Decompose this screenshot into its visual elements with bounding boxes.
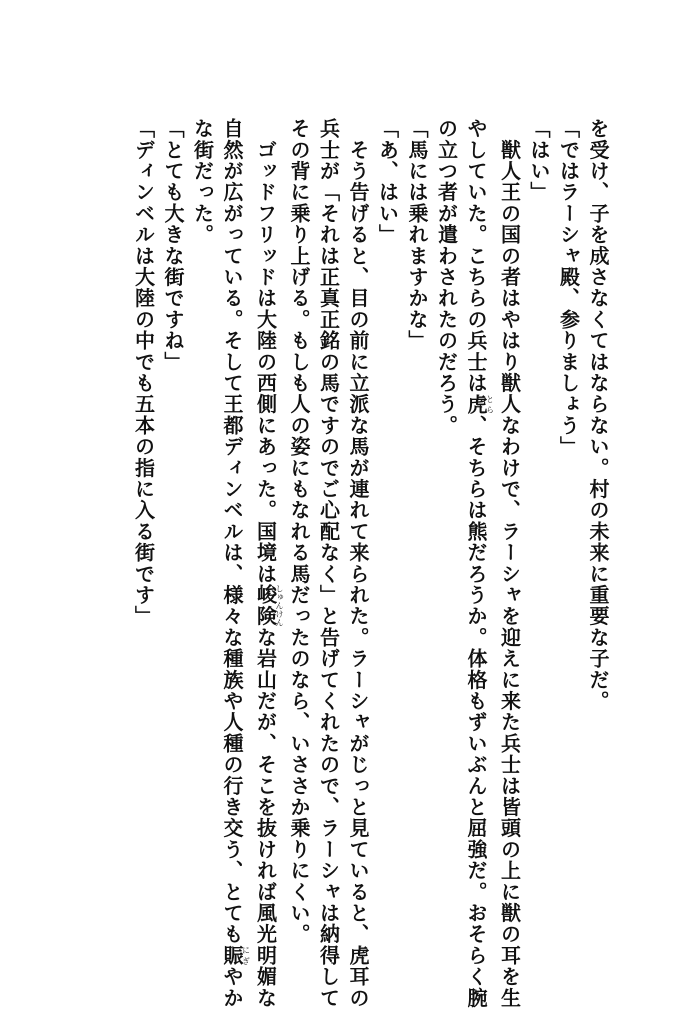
text-line-8: 「あ、はい」 bbox=[375, 118, 400, 246]
ruby-nigi bbox=[220, 944, 251, 967]
text-line-15: 「とても大きな街ですね」 bbox=[161, 118, 185, 373]
ruby-shunken-base: 峻険 bbox=[253, 584, 278, 627]
ruby-tora bbox=[464, 393, 495, 415]
text-line-14: な街だった。 bbox=[190, 118, 215, 246]
text-line-5 bbox=[461, 118, 495, 1009]
text-line-5-part-b: 、そちらは熊だろうか。体格もずいぶんと屈強だ。おそらく腕 bbox=[464, 414, 488, 1009]
text-line-1: を受け、子を成さなくてはならない。村の未来に重要な子だ。 bbox=[586, 118, 610, 712]
text-line-5-part-a: やしていた。こちらの兵士は bbox=[464, 118, 488, 394]
text-line-12 bbox=[250, 118, 284, 1009]
text-line-6: の立つ者が遣わされたのだろう。 bbox=[434, 118, 459, 436]
text-line-4: 獣人王の国の者はやはり獣人なわけで、ラーシャを迎えに来た兵士は皆頭の上に獣の耳を生 bbox=[497, 118, 522, 1009]
text-line-13-part-a: 自然が広がっている。そして王都ディンベルは、様々な種族や人種の行き交う、とても bbox=[220, 118, 244, 945]
text-line-13 bbox=[217, 118, 251, 1009]
text-line-9: そう告げると、目の前に立派な馬が連れて来られた。ラーシャがじっと見ていると、虎耳の bbox=[346, 118, 370, 1009]
ruby-nigi-base: 賑 bbox=[220, 944, 244, 967]
text-line-10: 兵士が「それは正真正銘の馬ですのでご心配なく」と告げてくれたので、ラーシャは納得して bbox=[316, 118, 341, 1009]
text-line-11: その背に乗り上げる。もしも人の姿にもなれる馬だったのなら、いささか乗りにくい。 bbox=[287, 118, 311, 945]
text-line-3: 「はい」 bbox=[527, 118, 551, 203]
text-line-16: 「ディンベルは大陸の中でも五本の指に入る街です」 bbox=[131, 118, 156, 627]
ruby-nigi-reading: にぎ bbox=[241, 944, 251, 967]
ruby-tora-reading: とら bbox=[485, 393, 495, 415]
text-line-12-part-b: な岩山だが、そこを抜ければ風光明媚な bbox=[253, 626, 278, 1009]
vertical-text-body bbox=[82, 118, 612, 1009]
ruby-shunken-reading: しゅんけん bbox=[275, 584, 284, 627]
ruby-shunken bbox=[253, 584, 284, 627]
text-line-7: 「馬には乗れますかな」 bbox=[405, 118, 429, 352]
text-line-12-part-a: ゴッドフリッドは大陸の西側にあった。国境は bbox=[253, 118, 278, 585]
ruby-tora-base: 虎 bbox=[464, 393, 488, 415]
text-line-13-part-b: やか bbox=[220, 966, 244, 1009]
text-line-2: 「ではラーシャ殿、参りましょう」 bbox=[556, 118, 581, 458]
